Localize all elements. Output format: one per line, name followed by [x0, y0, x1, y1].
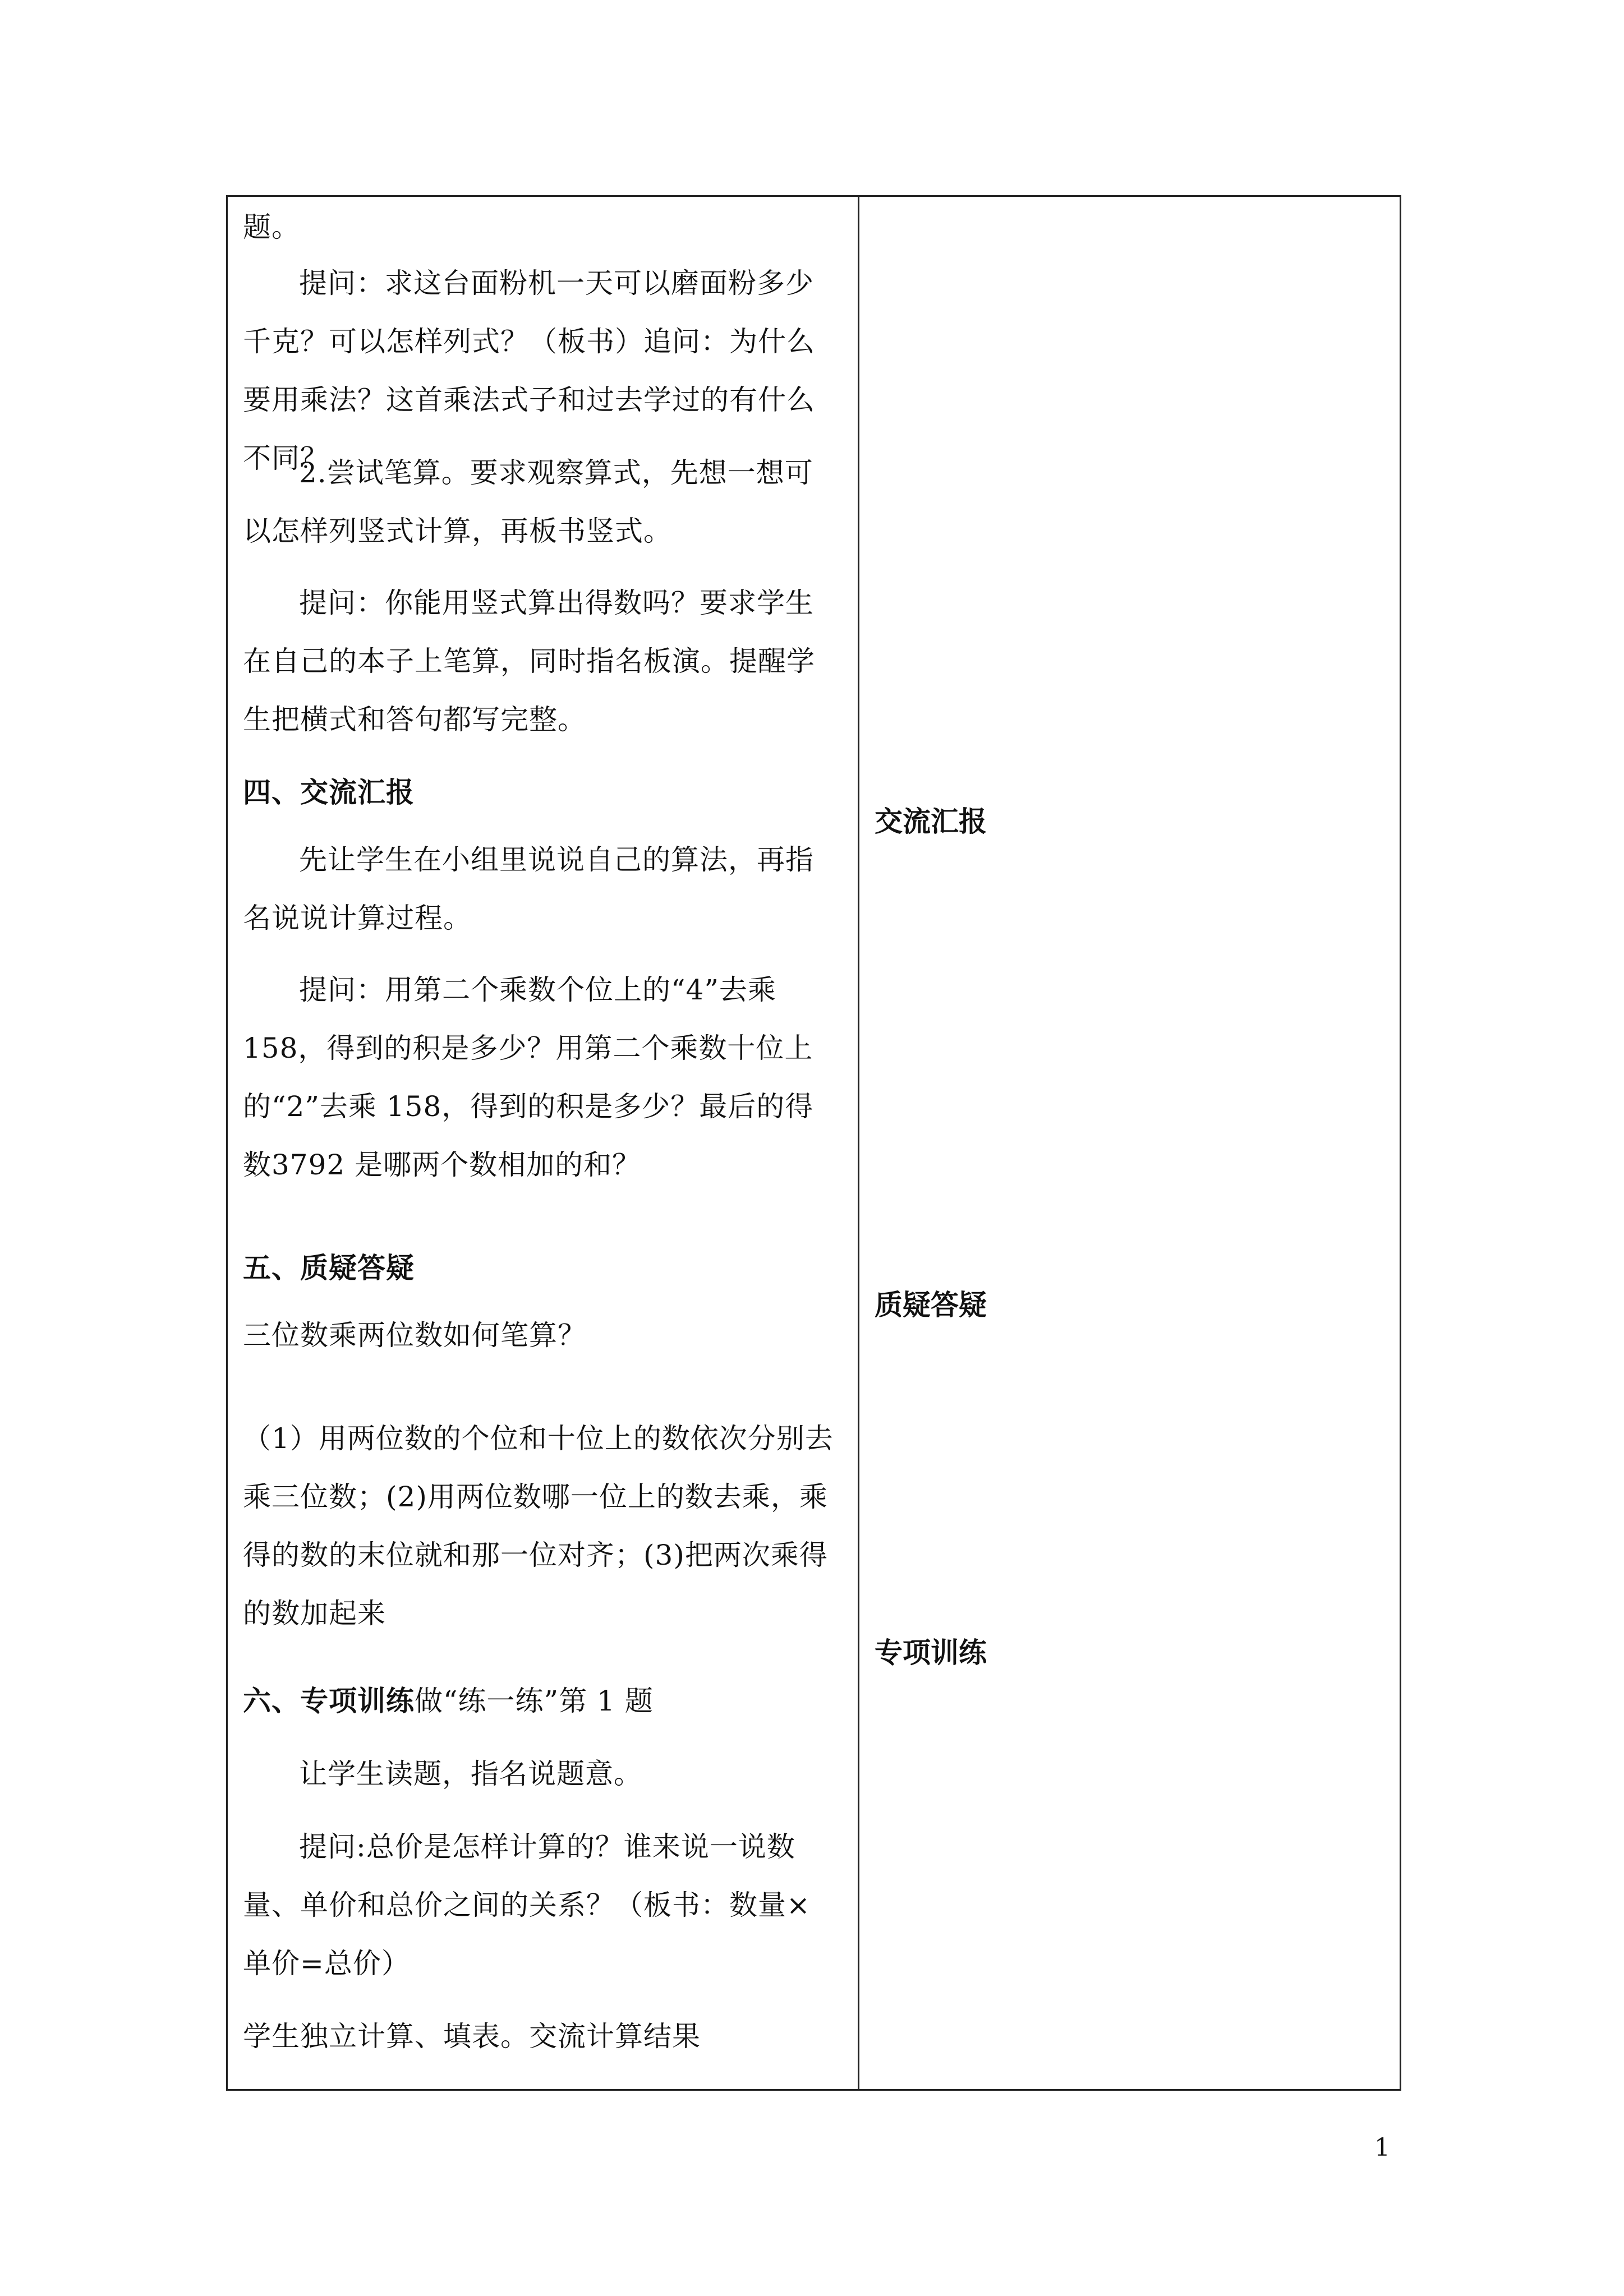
design-intent-column [859, 197, 1400, 2089]
section-heading-6-title: 六、专项训练 [243, 1684, 415, 1717]
page-number: 1 [1374, 2133, 1390, 2162]
paragraph-group-share: 先让学生在小组里说说自己的算法，再指名说说计算过程。 [243, 843, 814, 934]
paragraph-product-question: 提问：用第二个乘数个位上的“4”去乘158，得到的积是多少？用第二个乘数十位上的“2”去乘 158，得到的积是多少？最后的得数3792 是哪两个数相加的和？ [243, 974, 814, 1181]
paragraph-vertical-calc-question: 提问：你能用竖式算出得数吗？要求学生在自己的本子上笔算，同时指名板演。提醒学生把横式和答句都写完整。 [243, 587, 815, 736]
teaching-process-column [228, 197, 858, 2089]
label-exchange-report: 交流汇报 [875, 805, 987, 838]
label-special-training: 专项训练 [875, 1636, 987, 1669]
label-question-answer: 质疑答疑 [875, 1288, 987, 1321]
paragraph-question-flour: 提问：求这台面粉机一天可以磨面粉多少千克？可以怎样列式？（板书）追问：为什么要用乘法？这首乘法式子和过去学过的有什么不同？ [243, 267, 815, 474]
paragraph-how-to-calc: 三位数乘两位数如何笔算？ [243, 1319, 586, 1352]
section-heading-6-task: 做“练一练”第 1 题 [415, 1685, 654, 1717]
paragraph-try-written-calc: 2.尝试笔算。要求观察算式，先想一想可以怎样列竖式计算，再板书竖式。 [243, 457, 813, 547]
section-heading-4: 四、交流汇报 [243, 776, 415, 809]
paragraph-read-problem: 让学生读题，指名说题意。 [299, 1758, 642, 1790]
section-heading-6 [243, 1672, 835, 1730]
lesson-plan-table [226, 195, 1401, 2091]
paragraph-total-price-question: 提问:总价是怎样计算的？谁来说一说数量、单价和总价之间的关系？（板书：数量×单价=总价） [243, 1831, 811, 1980]
paragraph-calc-steps: （1）用两位数的个位和十位上的数依次分别去乘三位数；(2)用两位数哪一位上的数去乘，乘得的数的末位就和那一位对齐；(3)把两次乘得的数加起来 [243, 1422, 834, 1630]
section-heading-5: 五、质疑答疑 [243, 1251, 415, 1284]
paragraph-independent-calc: 学生独立计算、填表。交流计算结果 [243, 2020, 701, 2053]
paragraph-continuation: 题。 [243, 211, 300, 243]
